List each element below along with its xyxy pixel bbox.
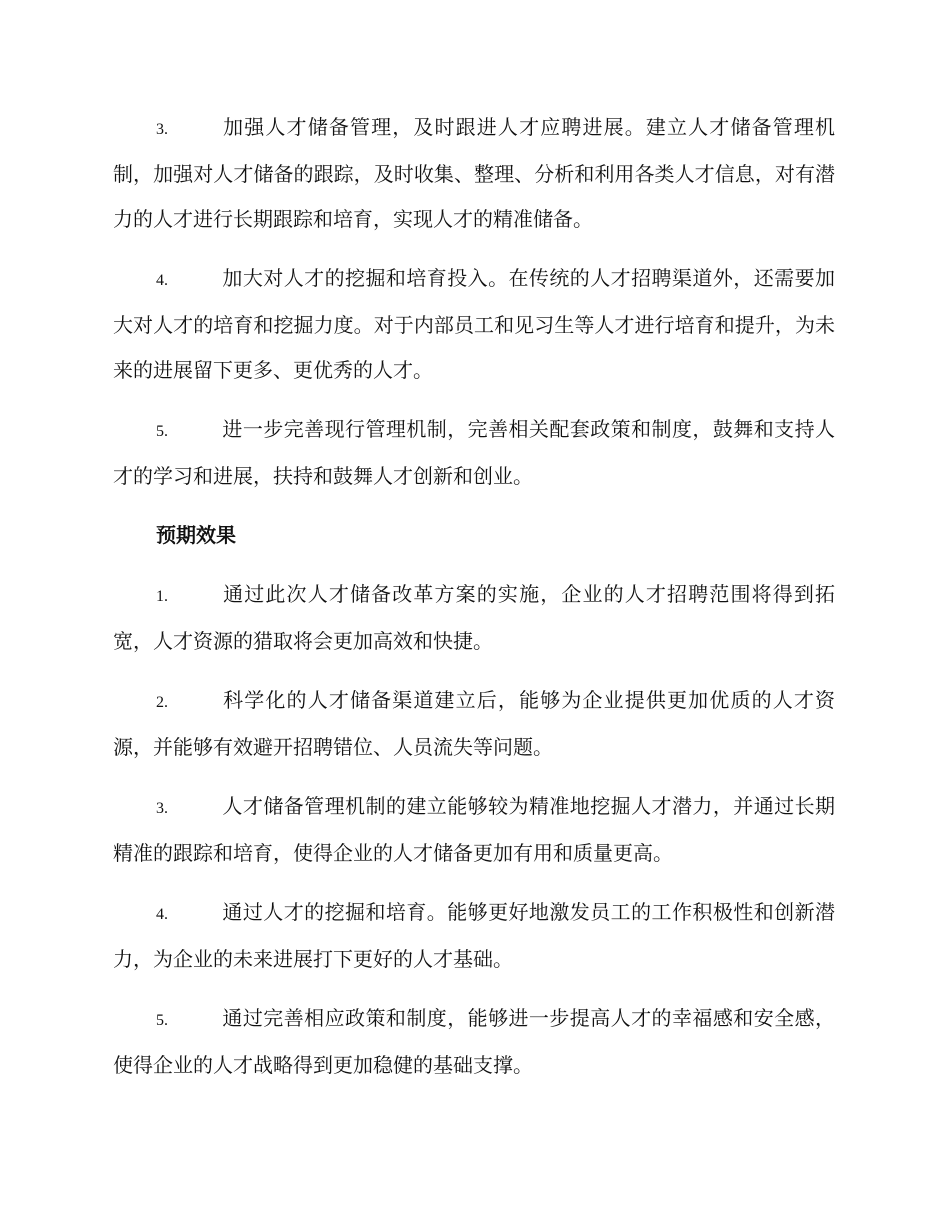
paragraph-text: 进一步完善现行管理机制，完善相关配套政策和制度，鼓舞和支持人才的学习和进展，扶持和鼓舞人才创新和创业。 — [113, 417, 835, 488]
paragraph-text: 通过完善相应政策和制度，能够进一步提高人才的幸福感和安全感，使得企业的人才战略得到更加稳健的基础支撑。 — [113, 1006, 835, 1077]
document-body — [113, 105, 835, 1102]
section-heading-expected-effects: 预期效果 — [156, 523, 236, 547]
list-number: 4. — [156, 906, 168, 923]
list-number: 2. — [156, 694, 168, 711]
paragraph-text: 加大对人才的挖掘和培育投入。在传统的人才招聘渠道外，还需要加大对人才的培育和挖掘力度。对于内部员工和见习生等人才进行培育和提升，为未来的进展留下更多、更优秀的人才。 — [113, 266, 835, 382]
list-number: 3. — [156, 800, 168, 817]
list-number: 1. — [156, 588, 168, 605]
list-number: 5. — [156, 423, 168, 440]
effect-item-3 — [113, 784, 835, 876]
effect-item-4 — [113, 890, 835, 982]
effect-item-1 — [113, 572, 835, 664]
paragraph-text: 通过人才的挖掘和培育。能够更好地激发员工的工作积极性和创新潜力，为企业的未来进展打下更好的人才基础。 — [113, 900, 835, 971]
measure-item-3 — [113, 105, 835, 242]
list-number: 5. — [156, 1012, 168, 1029]
paragraph-text: 人才储备管理机制的建立能够较为精准地挖掘人才潜力，并通过长期精准的跟踪和培育，使得企业的人才储备更加有用和质量更高。 — [113, 794, 835, 865]
measure-item-5 — [113, 407, 835, 499]
paragraph-text: 科学化的人才储备渠道建立后，能够为企业提供更加优质的人才资源，并能够有效避开招聘错位、人员流失等问题。 — [113, 688, 835, 759]
measure-item-4 — [113, 256, 835, 393]
paragraph-text: 加强人才储备管理，及时跟进人才应聘进展。建立人才储备管理机制，加强对人才储备的跟踪，及时收集、整理、分析和利用各类人才信息，对有潜力的人才进行长期跟踪和培育，实现人才的精准储备。 — [113, 115, 835, 231]
effect-item-2 — [113, 678, 835, 770]
list-number: 3. — [156, 121, 168, 138]
paragraph-text: 通过此次人才储备改革方案的实施，企业的人才招聘范围将得到拓宽，人才资源的猎取将会更加高效和快捷。 — [113, 582, 835, 653]
effect-item-5 — [113, 996, 835, 1088]
list-number: 4. — [156, 272, 168, 289]
